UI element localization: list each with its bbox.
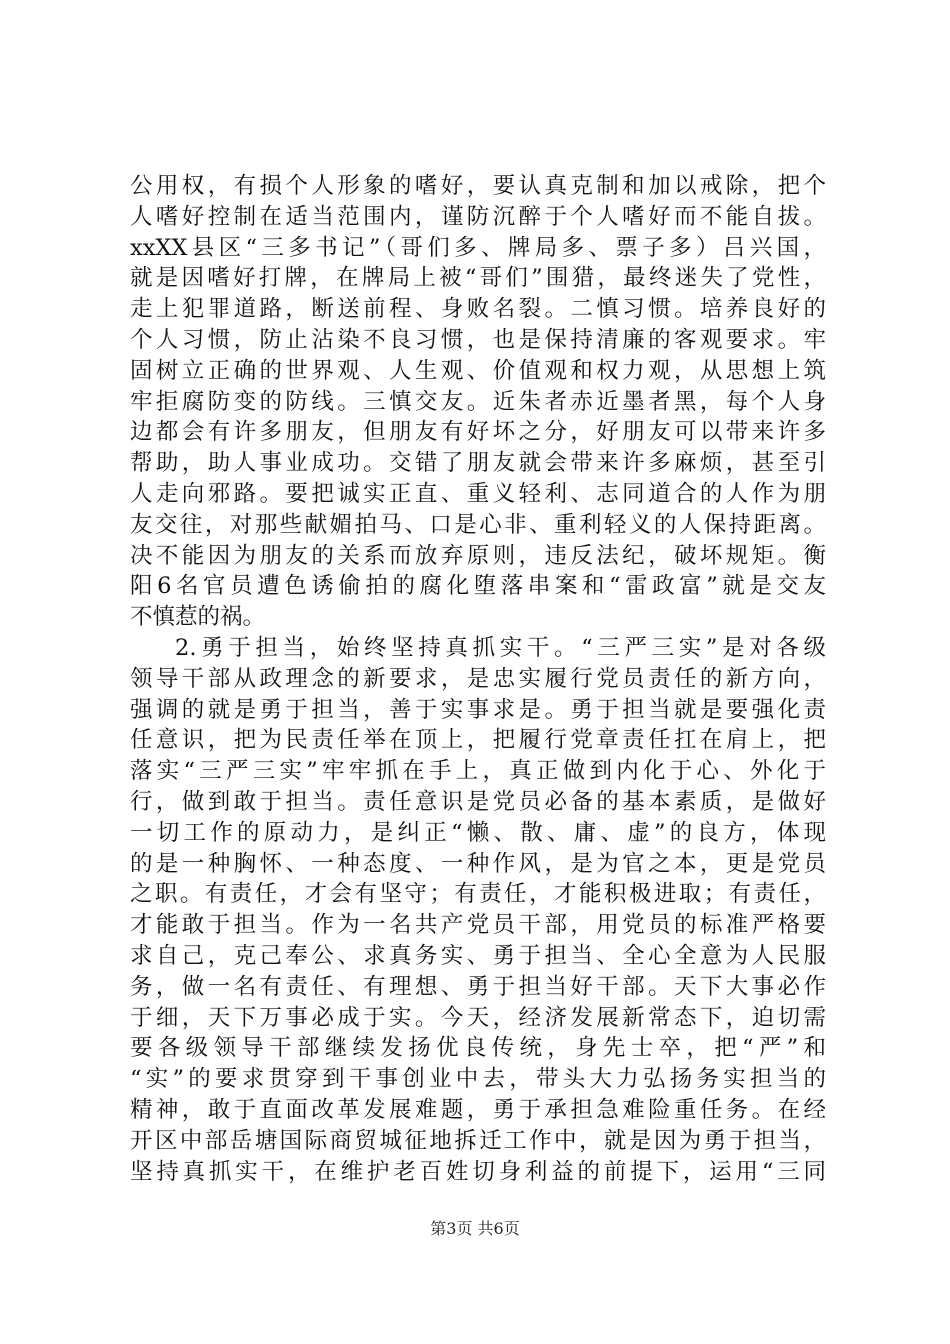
text-line-21: 行，做到敢于担当。责任意识是党员必备的基本素质，是做好: [130, 788, 826, 815]
text-line-4: 就是因嗜好打牌，在牌局上被“哥们”围猎，最终迷失了党性，: [130, 265, 826, 292]
text-line-16: 2.勇于担当，始终坚持真抓实干。“三严三实”是对各级: [175, 634, 826, 661]
text-line-13: 决不能因为朋友的关系而放弃原则，违反法纪，破坏规矩。衡: [130, 542, 826, 569]
text-line-5: 走上犯罪道路，断送前程、身败名裂。二慎习惯。培养良好的: [130, 296, 826, 323]
text-line-25: 才能敢于担当。作为一名共产党员干部，用党员的标准严格要: [130, 912, 826, 939]
text-line-19: 任意识，把为民责任举在顶上，把履行党章责任扛在肩上，把: [130, 727, 826, 754]
text-line-33: 坚持真抓实干，在维护老百姓切身利益的前提下，运用“三同: [130, 1158, 826, 1185]
text-line-10: 帮助，助人事业成功。交错了朋友就会带来许多麻烦，甚至引: [130, 450, 826, 477]
text-line-32: 开区中部岳塘国际商贸城征地拆迁工作中，就是因为勇于担当，: [130, 1127, 826, 1154]
text-line-28: 于细，天下万事必成于实。今天，经济发展新常态下，迫切需: [130, 1004, 826, 1031]
text-line-7: 固树立正确的世界观、人生观、价值观和权力观，从思想上筑: [130, 357, 826, 384]
text-line-3: xxXX县区“三多书记”（哥们多、牌局多、票子多）吕兴国，: [130, 234, 826, 261]
page-footer: 第3页 共6页: [430, 1219, 520, 1238]
text-line-29: 要各级领导干部继续发扬优良传统，身先士卒，把“严”和: [130, 1035, 826, 1062]
text-line-22: 一切工作的原动力，是纠正“懒、散、庸、虚”的良方，体现: [130, 819, 826, 846]
text-line-27: 务，做一名有责任、有理想、勇于担当好干部。天下大事必作: [130, 973, 826, 1000]
text-line-17: 领导干部从政理念的新要求，是忠实履行党员责任的新方向，: [130, 665, 826, 692]
text-line-18: 强调的就是勇于担当，善于实事求是。勇于担当就是要强化责: [130, 696, 826, 723]
text-line-1: 公用权，有损个人形象的嗜好，要认真克制和加以戒除，把个: [130, 173, 826, 199]
text-line-2: 人嗜好控制在适当范围内，谨防沉醉于个人嗜好而不能自拔。: [130, 203, 826, 230]
document-body: [130, 171, 826, 1187]
text-line-20: 落实“三严三实”牢牢抓在手上，真正做到内化于心、外化于: [130, 758, 826, 785]
text-line-12: 友交往，对那些献媚拍马、口是心非、重利轻义的人保持距离。: [130, 511, 826, 538]
text-line-11: 人走向邪路。要把诚实正直、重义轻利、志同道合的人作为朋: [130, 480, 826, 507]
text-line-23: 的是一种胸怀、一种态度、一种作风，是为官之本，更是党员: [130, 850, 826, 877]
text-line-6: 个人习惯，防止沾染不良习惯，也是保持清廉的客观要求。牢: [130, 326, 826, 353]
text-line-24: 之职。有责任，才会有坚守；有责任，才能积极进取；有责任，: [130, 881, 826, 908]
text-line-26: 求自己，克己奉公、求真务实、勇于担当、全心全意为人民服: [130, 942, 826, 969]
text-line-14: 阳6名官员遭色诱偷拍的腐化堕落串案和“雷政富”就是交友: [130, 573, 826, 600]
text-line-30: “实”的要求贯穿到干事创业中去，带头大力弘扬务实担当的: [130, 1066, 826, 1093]
text-line-15: 不慎惹的祸。: [130, 604, 266, 631]
text-line-8: 牢拒腐防变的防线。三慎交友。近朱者赤近墨者黑，每个人身: [130, 388, 826, 415]
text-line-31: 精神，敢于直面改革发展难题，勇于承担急难险重任务。在经: [130, 1096, 826, 1123]
text-line-9: 边都会有许多朋友，但朋友有好坏之分，好朋友可以带来许多: [130, 419, 826, 446]
